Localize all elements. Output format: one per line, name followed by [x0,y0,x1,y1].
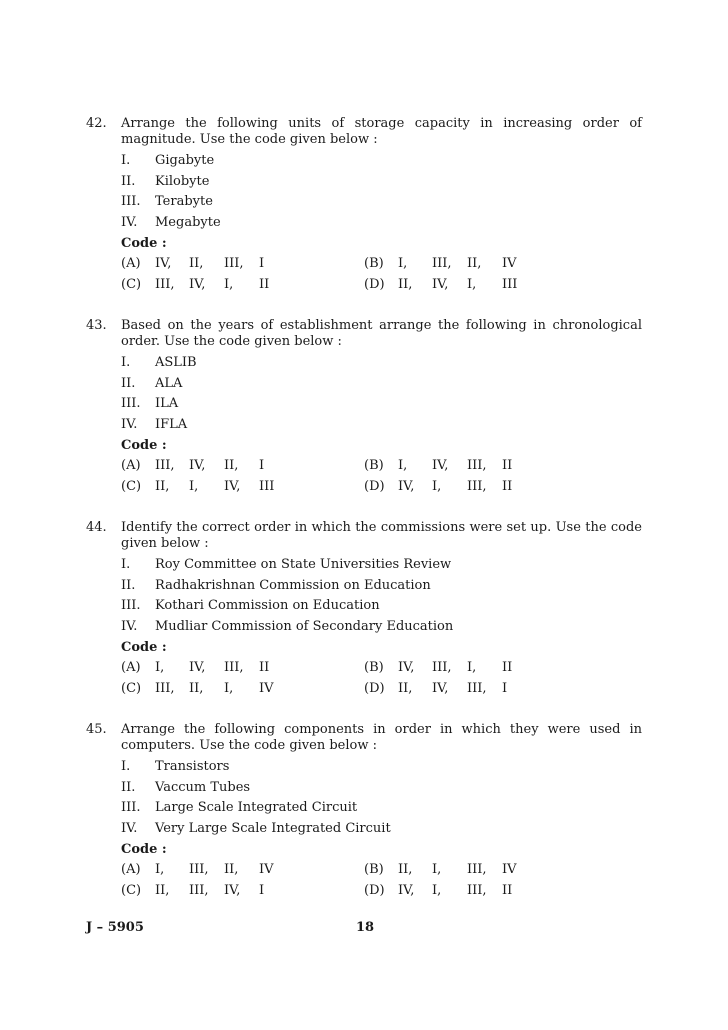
item-numeral: III. [121,396,141,412]
option-code: III, [467,862,487,878]
option-label: (A) [121,256,141,272]
question-stem: Arrange the following components in order in which they were used in computers. Use the code given below : [121,722,642,753]
item-numeral: IV. [121,821,138,837]
option-code: II, [398,277,413,293]
option-code: III, [155,681,175,697]
option-code: II, [155,479,170,495]
list-item [121,596,642,617]
option-code: IV, [432,681,449,697]
list-item [121,617,642,638]
item-text: Megabyte [155,215,221,231]
item-text: Kilobyte [155,173,210,189]
options-row [121,679,642,700]
option-code: I, [432,883,442,899]
item-text: Transistors [155,759,230,774]
option-code: I, [398,458,408,474]
option-code: I, [432,862,442,878]
option-code: II [259,660,270,676]
item-numeral: II. [121,375,136,391]
item-numeral: III. [121,194,141,210]
option-code: IV [502,862,517,878]
option-code: IV, [224,479,241,495]
question-number: 45. [86,722,107,737]
question-number: 43. [86,318,107,333]
option-code: I, [189,479,199,495]
option-code: II [502,660,513,676]
option-code: IV [259,681,274,697]
option-code: I, [155,862,165,878]
item-text: Roy Committee on State Universities Review [155,557,452,572]
option-code: II [502,458,513,474]
option-code: III [502,277,518,293]
option-label: (B) [364,458,384,474]
options-row [121,658,642,679]
question-number: 44. [86,520,107,535]
option-code: III, [155,458,175,474]
option-label: (B) [364,660,384,676]
option-code: III, [467,458,487,474]
option-code: I [259,883,265,899]
option-code: II, [224,862,239,878]
option-code: IV, [189,277,206,293]
item-text: ILA [155,396,179,412]
option-label: (C) [121,277,142,293]
option-code: IV, [432,458,449,474]
option-code: II, [398,681,413,697]
options-row [121,275,642,296]
code-label: Code : [121,639,167,655]
option-code: II, [224,458,239,474]
option-label: (D) [364,883,385,899]
option-code: IV, [189,458,206,474]
option-code: I, [398,256,408,272]
list-item [121,192,642,213]
item-numeral: II. [121,173,136,189]
item-text: Gigabyte [155,153,215,168]
question-stem: Arrange the following units of storage capacity in increasing order of magnitude. Use the code given below : [121,116,642,147]
option-code: I [259,458,265,474]
option-code: III, [467,681,487,697]
list-item [121,213,642,234]
list-item [121,172,642,193]
list-item [121,394,642,415]
option-code: II, [398,862,413,878]
options-row [121,254,642,275]
option-code: III [259,479,275,495]
options-row [121,881,642,902]
item-numeral: II. [121,779,136,795]
item-numeral: I. [121,557,131,572]
option-code: I, [224,681,234,697]
list-item [121,819,642,840]
option-code: III, [224,660,244,676]
option-code: IV, [224,883,241,899]
option-code: IV, [398,883,415,899]
list-item [121,555,642,576]
item-numeral: I. [121,355,131,370]
option-code: IV, [432,277,449,293]
item-text: Kothari Commission on Education [155,598,380,614]
option-label: (B) [364,256,384,272]
option-label: (C) [121,681,142,697]
item-numeral: IV. [121,417,138,433]
item-text: IFLA [155,417,188,433]
item-numeral: III. [121,598,141,614]
option-code: II [502,883,513,899]
option-code: IV, [398,660,415,676]
item-text: Radhakrishnan Commission on Education [155,577,431,593]
option-code: II, [155,883,170,899]
option-code: I, [467,277,477,293]
item-text: ALA [155,375,183,391]
list-item [121,151,642,172]
option-code: I [502,681,508,697]
item-numeral: I. [121,153,131,168]
question-number: 42. [86,116,107,131]
item-text: Mudliar Commission of Secondary Education [155,619,454,635]
option-code: III, [189,883,209,899]
options-row [121,477,642,498]
code-label: Code : [121,235,167,251]
question-42 [86,116,642,296]
option-code: IV, [189,660,206,676]
item-numeral: I. [121,759,131,774]
option-code: I, [224,277,234,293]
list-item [121,415,642,436]
option-code: II [259,277,270,293]
list-item [121,757,642,778]
option-label: (C) [121,479,142,495]
option-code: II, [467,256,482,272]
list-item [121,374,642,395]
paper-code: J – 5905 [86,920,144,935]
question-stem: Identify the correct order in which the commissions were set up. Use the code given below : [121,520,642,551]
question-43 [86,318,642,498]
option-code: IV, [398,479,415,495]
option-code: III, [224,256,244,272]
option-label: (D) [364,277,385,293]
list-item [121,798,642,819]
option-code: IV, [155,256,172,272]
code-label: Code : [121,437,167,453]
list-item [121,576,642,597]
option-code: III, [155,277,175,293]
option-label: (D) [364,479,385,495]
option-label: (C) [121,883,142,899]
item-numeral: IV. [121,215,138,231]
option-code: I, [432,479,442,495]
item-numeral: III. [121,800,141,816]
option-code: III, [432,660,452,676]
option-code: I [259,256,265,272]
option-code: III, [432,256,452,272]
item-text: ASLIB [155,355,197,370]
option-code: II, [189,256,204,272]
option-code: II [502,479,513,495]
option-label: (A) [121,458,141,474]
list-item [121,353,642,374]
option-label: (D) [364,681,385,697]
question-45 [86,722,642,902]
item-text: Very Large Scale Integrated Circuit [155,821,391,837]
item-text: Terabyte [155,194,213,210]
item-text: Large Scale Integrated Circuit [155,800,358,816]
option-code: III, [467,479,487,495]
option-code: II, [189,681,204,697]
option-label: (B) [364,862,384,878]
item-numeral: IV. [121,619,138,635]
item-text: Vaccum Tubes [155,779,251,795]
option-code: I, [467,660,477,676]
options-row [121,860,642,881]
option-code: III, [467,883,487,899]
option-label: (A) [121,660,141,676]
question-stem: Based on the years of establishment arrange the following in chronological order. Use the code given below : [121,318,642,349]
option-code: IV [259,862,274,878]
item-numeral: II. [121,577,136,593]
option-label: (A) [121,862,141,878]
question-44 [86,520,642,700]
option-code: III, [189,862,209,878]
page-number: 18 [356,920,375,935]
option-code: IV [502,256,517,272]
code-label: Code : [121,841,167,857]
option-code: I, [155,660,165,676]
list-item [121,778,642,799]
options-row [121,456,642,477]
